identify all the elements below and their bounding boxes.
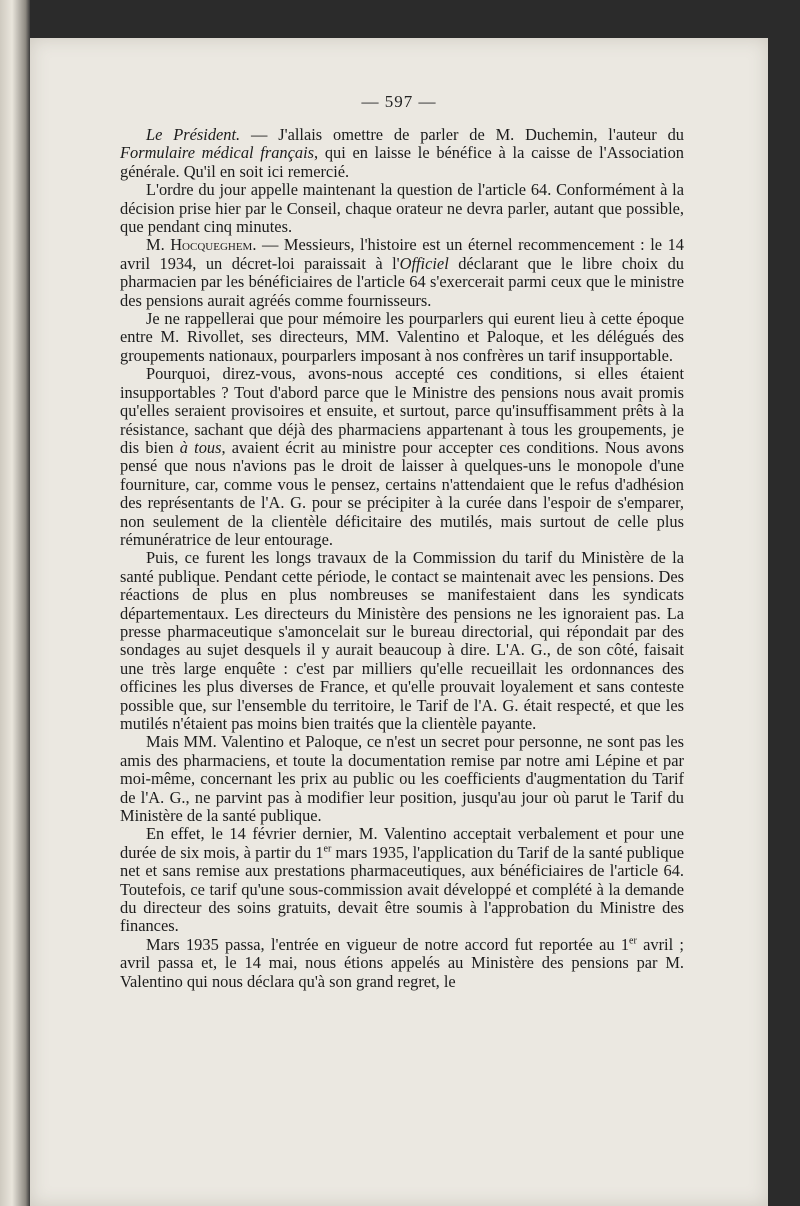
page-number: — 597 — bbox=[361, 92, 437, 111]
paragraph bbox=[120, 733, 684, 825]
text-segment: avril ; avril passa et, le 14 mai, nous étions appelés au Ministère des pensions par M. Valentino qui nous déclara qu'à son grand regret, le bbox=[120, 934, 684, 991]
text-segment: Je ne rappellerai que pour mémoire les pourparlers qui eurent lieu à cette époque entre M. Rivollet, ses directeurs, MM. Valentino et Paloque, et les délégués des groupements nationaux, pourparlers imposant à nos confrères un tarif insupportable. bbox=[120, 309, 684, 365]
text-segment: Pourquoi, direz-vous, avons-nous accepté ces conditions, si elles étaient insupportables ? Tout d'abord parce que le Ministre des pensions nous avait promis qu'elles seraient provisoires et ensuite, et surtout, parce qu'insuffisamment prêts à la résistance, sachant que déjà des pharmaciens appartenant à tous les groupements, je dis bien bbox=[120, 364, 684, 457]
text-segment: — J'allais omettre de parler de M. Duchemin, l'auteur du bbox=[240, 125, 684, 144]
text-segment: En effet, le 14 février dernier, M. Valentino acceptait verbalement et pour une durée de six mois, à partir du 1 bbox=[120, 824, 684, 862]
text-segment: L'ordre du jour appelle maintenant la question de l'article 64. Conformément à la décision prise hier par le Conseil, chaque orateur ne devra parler, autant que possible, que pendant cinq minutes. bbox=[120, 180, 684, 237]
text-segment: Puis, ce furent les longs travaux de la Commission du tarif du Ministère de la santé publique. Pendant cette période, le contact se maintenait avec les pensions. Des réactions de plus en plus nombreuses se manifestaient dans les syndicats départementaux. Les directeurs du Ministère des pensions ne les ignoraient pas. La presse pharmaceutique s'amoncelait sur le bureau directorial, qui répondait par des sondages au sujet desquels il y aurait beaucoup à dire. L'A. G., de son côté, faisait une très large enquête : c'est par milliers qu'elle recueillait les ordonnances des officines les plus diverses de France, et qu'elle prouvait loyalement et sans conteste possible que, sur l'ensemble du territoire, le Tarif de l'A. G. était respecté, et que les mutilés n'étaient pas moins bien traités que la clientèle payante. bbox=[120, 548, 684, 733]
book-page bbox=[30, 38, 768, 1206]
text-segment: . — Messieurs, l'histoire est un éternel recommencement : le 14 avril 1934, un décret-loi paraissait à l' bbox=[120, 235, 684, 273]
scan-background bbox=[768, 0, 800, 1206]
text-segment: Mars 1935 passa, l'entrée en vigueur de notre accord fut reportée au 1 bbox=[146, 934, 630, 954]
paragraph bbox=[120, 236, 684, 310]
text-segment: Le Président. bbox=[146, 125, 241, 144]
text-segment: er bbox=[629, 935, 637, 947]
text-segment: déclarant que le libre choix du pharmacien par les bénéficiaires de l'article 64 s'exercerait parmi ceux que le ministre des pensions aurait agréés comme fournisseurs. bbox=[120, 253, 684, 310]
text-segment: Mais MM. Valentino et Paloque, ce n'est un secret pour personne, ne sont pas les amis des pharmaciens, et toute la documentation remise par notre ami Lépine et par moi-même, concernant les prix au public ou les coefficients d'augmentation du Tarif de l'A. G., ne parvint pas à modifier leur position, jusqu'au jour où parut le Tarif du Ministère de la santé publique. bbox=[120, 732, 684, 826]
paragraph bbox=[120, 365, 684, 549]
paragraph bbox=[120, 310, 684, 365]
paragraph bbox=[120, 126, 684, 181]
text-segment: M. bbox=[146, 235, 171, 255]
paragraph bbox=[120, 181, 684, 236]
paragraph bbox=[120, 549, 684, 733]
text-segment: Formulaire médical français bbox=[120, 143, 315, 163]
text-segment: Hocqueghem bbox=[170, 235, 253, 255]
text-segment: mars 1935, l'application du Tarif de la santé publique net et sans remise aux prestations pharmaceutiques, aux bénéficiaires de l'article 64. Toutefois, ce tarif qu'une sous-commission avait développé et complété à la demande du directeur des soins gratuits, devait être soumis à l'approbation du Ministre des finances. bbox=[120, 842, 684, 936]
text-segment: , avaient écrit au ministre pour accepter ces conditions. Nous avons pensé que nous n'avions pas le droit de laisser à quelques-uns le monopole d'une fourniture, car, comme vous le pensez, certains n'attendaient que le refus d'adhésion des représentants de l'A. G. pour se précipiter à la curée dans l'espoir de s'emparer, non seulement de la clientèle déficitaire des mutilés, mais surtout de celle plus rémunératrice de leur entourage. bbox=[120, 437, 684, 549]
paragraph bbox=[120, 825, 684, 935]
scan-left-page-edge bbox=[0, 0, 30, 1206]
text-segment: à tous bbox=[179, 437, 222, 457]
text-segment: er bbox=[323, 843, 332, 855]
body-text bbox=[120, 126, 684, 991]
text-segment: , qui en laisse le bénéfice à la caisse de l'Association générale. Qu'il en soit ici remercié. bbox=[120, 143, 685, 181]
text-segment: Officiel bbox=[399, 253, 449, 273]
paragraph bbox=[120, 936, 684, 991]
